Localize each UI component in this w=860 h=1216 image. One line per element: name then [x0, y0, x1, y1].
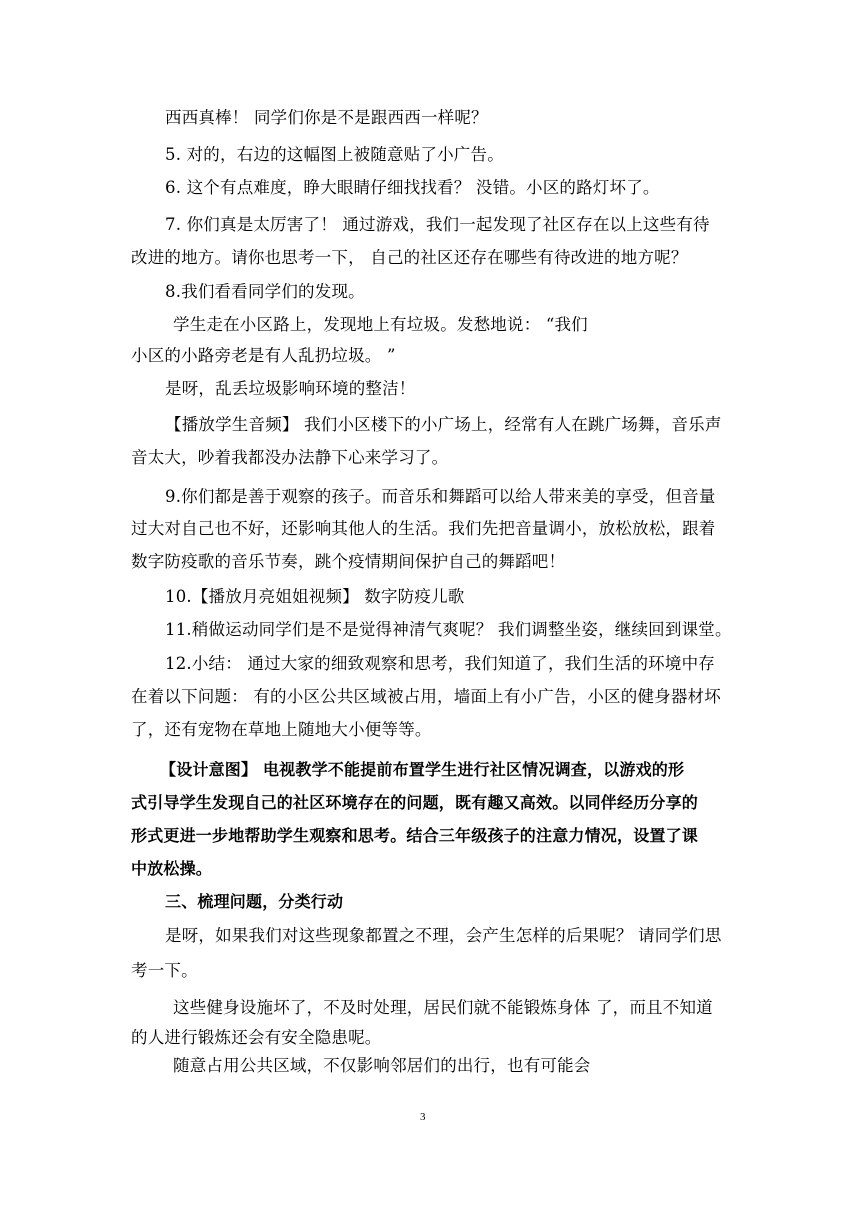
text-line: 11.稍做运动同学们是不是觉得神清气爽呢？ 我们调整坐姿，继续回到课堂。	[165, 620, 732, 639]
text-line: 小区的小路旁老是有人乱扔垃圾。 ”	[131, 346, 396, 365]
text-line: 的人进行锻炼还会有安全隐患呢。	[131, 1028, 382, 1047]
text-line: 7. 你们真是太厉害了！ 通过游戏，我们一起发现了社区存在以上这些有待	[165, 215, 710, 234]
text-line: 8.我们看看同学们的发现。	[165, 282, 365, 301]
text-line: 在着以下问题： 有的小区公共区域被占用，墙面上有小广告，小区的健身器材坏	[131, 687, 721, 706]
text-line: 9.你们都是善于观察的孩子。而音乐和舞蹈可以给人带来美的享受，但音量	[165, 487, 716, 506]
text-line: 这些健身设施坏了，不及时处理，居民们就不能锻炼身体 了，而且不知道	[173, 998, 713, 1017]
text-line: 【播放学生音频】 我们小区楼下的小广场上，经常有人在跳广场舞，音乐声	[165, 415, 722, 434]
text-line: 过大对自己也不好，还影响其他人的生活。我们先把音量调小，放松放松，跟着	[131, 519, 716, 538]
text-line: 【设计意图】 电视教学不能提前布置学生进行社区情况调查，以游戏的形	[160, 760, 685, 779]
text-line: 5. 对的，右边的这幅图上被随意贴了小广告。	[165, 145, 504, 164]
text-line: 音太大，吵着我都没办法静下心来学习了。	[131, 448, 449, 467]
page-number: 3	[420, 1111, 426, 1123]
text-line: 形式更进一步地帮助学生观察和思考。结合三年级孩子的注意力情况，设置了课	[131, 826, 699, 845]
text-line: 12.小结： 通过大家的细致观察和思考，我们知道了，我们生活的环境中存	[165, 654, 715, 673]
text-line: 是呀，如果我们对这些现象都置之不理，会产生怎样的后果呢？ 请同学们思	[165, 926, 722, 945]
text-line: 中放松操。	[131, 859, 213, 878]
text-line: 考一下。	[131, 961, 198, 980]
text-line: 改进的地方。请你也思考一下， 自己的社区还存在哪些有待改进的地方呢？	[131, 248, 688, 267]
text-line: 数字防疫歌的音乐节奏，跳个疫情期间保护自己的舞蹈吧！	[131, 552, 566, 571]
text-line: 了，还有宠物在草地上随地大小便等等。	[131, 720, 432, 739]
section-heading: 三、梳理问题，分类行动	[165, 892, 344, 911]
text-line: 随意占用公共区域，不仅影响邻居们的出行，也有可能会	[173, 1056, 591, 1075]
text-line: 西西真棒！ 同学们你是不是跟西西一样呢？	[165, 108, 488, 127]
text-line: 式引导学生发现自己的社区环境存在的问题，既有趣又高效。以同伴经历分享的	[131, 793, 699, 812]
text-line: 6. 这个有点难度，睁大眼睛仔细找找看？ 没错。小区的路灯坏了。	[165, 178, 660, 197]
text-line: 学生走在小区路上，发现地上有垃圾。发愁地说： “我们	[173, 315, 588, 334]
text-line: 是呀，乱丢垃圾影响环境的整洁！	[165, 379, 416, 398]
text-line: 10.【播放月亮姐姐视频】 数字防疫儿歌	[165, 587, 465, 606]
